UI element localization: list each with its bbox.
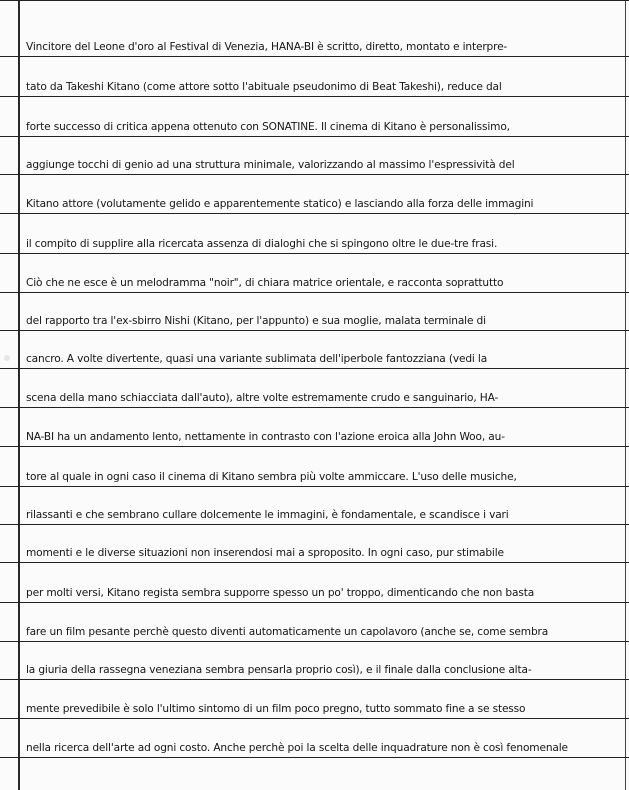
ruled-line — [0, 446, 629, 447]
ruled-line — [0, 718, 629, 719]
text-line-1: Vincitore del Leone d'oro al Festival di Venezia, HANA-BI è scritto, diretto, montato e interpre- — [26, 41, 508, 53]
left-margin-line — [18, 0, 20, 790]
text-line-8: del rapporto tra l'ex-sbirro Nishi (Kitano, per l'appunto) e sua moglie, malata terminale di — [26, 315, 486, 327]
ruled-line — [0, 0, 629, 1]
ruled-line — [0, 56, 629, 57]
text-line-14: momenti e le diverse situazioni non inserendosi mai a sproposito. In ogni caso, pur stimabile — [26, 547, 504, 559]
ruled-line — [0, 213, 629, 214]
text-line-3: forte successo di critica appena ottenuto con SONATINE. Il cinema di Kitano è personalissimo, — [26, 121, 510, 133]
text-line-7: Ciò che ne esce è un melodramma "noir", di chiara matrice orientale, e racconta soprattutto — [26, 277, 504, 289]
ruled-line — [0, 641, 629, 642]
ruled-line — [0, 253, 629, 254]
ruled-line — [0, 524, 629, 525]
text-line-11: NA-BI ha un andamento lento, nettamente in contrasto con l'azione eroica alla John Woo, au- — [26, 431, 505, 443]
text-line-19: nella ricerca dell'arte ad ogni costo. Anche perchè poi la scelta delle inquadrature non è così fenomenale — [26, 742, 568, 754]
binder-hole-mark — [4, 355, 10, 361]
ruled-line — [0, 174, 629, 175]
ruled-line — [0, 407, 629, 408]
text-line-16: fare un film pesante perchè questo diventi automaticamente un capolavoro (anche se, come sembra — [26, 626, 549, 638]
text-line-15: per molti versi, Kitano regista sembra supporre spesso un po' troppo, dimenticando che non basta — [26, 587, 535, 599]
ruled-line — [0, 757, 629, 758]
ruled-line — [0, 136, 629, 137]
ruled-line — [0, 368, 629, 369]
ruled-line — [0, 330, 629, 331]
text-line-18: mente prevedibile è solo l'ultimo sintomo di un film poco pregno, tutto sommato fine a se stesso — [26, 703, 526, 715]
text-line-5: Kitano attore (volutamente gelido e apparentemente statico) e lasciando alla forza delle immagini — [26, 198, 534, 210]
ruled-line — [0, 292, 629, 293]
text-line-13: rilassanti e che sembrano cullare dolcemente le immagini, è fondamentale, e scandisce i vari — [26, 509, 509, 521]
text-line-10: scena della mano schiacciata dall'auto), altre volte estremamente crudo e sanguinario, HA- — [26, 392, 499, 404]
text-line-4: aggiunge tocchi di genio ad una struttura minimale, valorizzando al massimo l'espressività del — [26, 159, 515, 171]
text-line-12: tore al quale in ogni caso il cinema di Kitano sembra più volte ammiccare. L'uso delle musiche, — [26, 471, 517, 483]
ruled-line — [0, 486, 629, 487]
ruled-line — [0, 96, 629, 97]
ruled-line — [0, 679, 629, 680]
ruled-line — [0, 562, 629, 563]
text-line-17: la giuria della rassegna veneziana sembra pensarla proprio così), e il finale dalla conclusione alta- — [26, 664, 532, 676]
ruled-line — [0, 602, 629, 603]
text-line-2: tato da Takeshi Kitano (come attore sotto l'abituale pseudonimo di Beat Takeshi), reduce dal — [26, 81, 502, 93]
text-line-6: il compito di supplire alla ricercata assenza di dialoghi che si spingono oltre le due-tre frasi. — [26, 238, 498, 250]
text-line-9: cancro. A volte divertente, quasi una variante sublimata dell'iperbole fantozziana (vedi la — [26, 353, 488, 365]
